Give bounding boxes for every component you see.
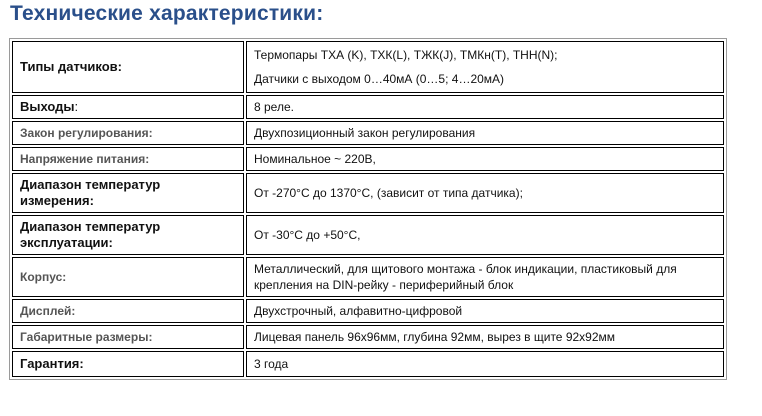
spec-value-line: Термопары ТХА (K), ТХК(L), ТЖК(J), ТМКн(T), ТНН(N); [254,48,558,62]
spec-value-display: Двухстрочный, алфавитно-цифровой [246,299,724,323]
table-row [12,41,724,93]
table-row [12,121,724,145]
spec-label-housing: Корпус: [12,257,244,297]
spec-label-dimensions: Габаритные размеры: [12,325,244,349]
spec-value-supply-voltage: Номинальное ~ 220В, [246,147,724,171]
table-row [12,299,724,323]
spec-value-control-law: Двухпозиционный закон регулирования [246,121,724,145]
spec-value-warranty: 3 года [246,351,724,377]
table-row [12,257,724,297]
table-row [12,351,724,377]
spec-label-warranty: Гарантия: [12,351,244,377]
table-row [12,215,724,255]
spec-label-display: Дисплей: [12,299,244,323]
spec-value-line: Датчики с выходом 0…40мА (0…5; 4…20мА) [254,72,505,86]
spec-value-housing: Металлический, для щитового монтажа - блок индикации, пластиковый для крепления на DIN-рейку - периферийный блок [246,257,724,297]
specifications-table [9,38,727,380]
spec-label-control-law: Закон регулирования: [12,121,244,145]
spec-label-outputs: Выходы: [12,95,244,119]
spec-value-outputs: 8 реле. [246,95,724,119]
table-row [12,147,724,171]
spec-value-dimensions: Лицевая панель 96х96мм, глубина 92мм, вырез в щите 92х92мм [246,325,724,349]
table-row [12,325,724,349]
spec-label-supply-voltage: Напряжение питания: [12,147,244,171]
spec-value-sensor-types [246,41,724,93]
spec-label-measurement-range: Диапазон температур измерения: [12,173,244,213]
table-row [12,95,724,119]
spec-value-operating-range: От -30°С до +50°С, [246,215,724,255]
spec-value-measurement-range: От -270°С до 1370°С, (зависит от типа датчика); [246,173,724,213]
page-title: Технические характеристики: [10,2,324,25]
spec-label-operating-range: Диапазон температур эксплуатации: [12,215,244,255]
table-row [12,173,724,213]
spec-label-sensor-types: Типы датчиков: [12,41,244,93]
